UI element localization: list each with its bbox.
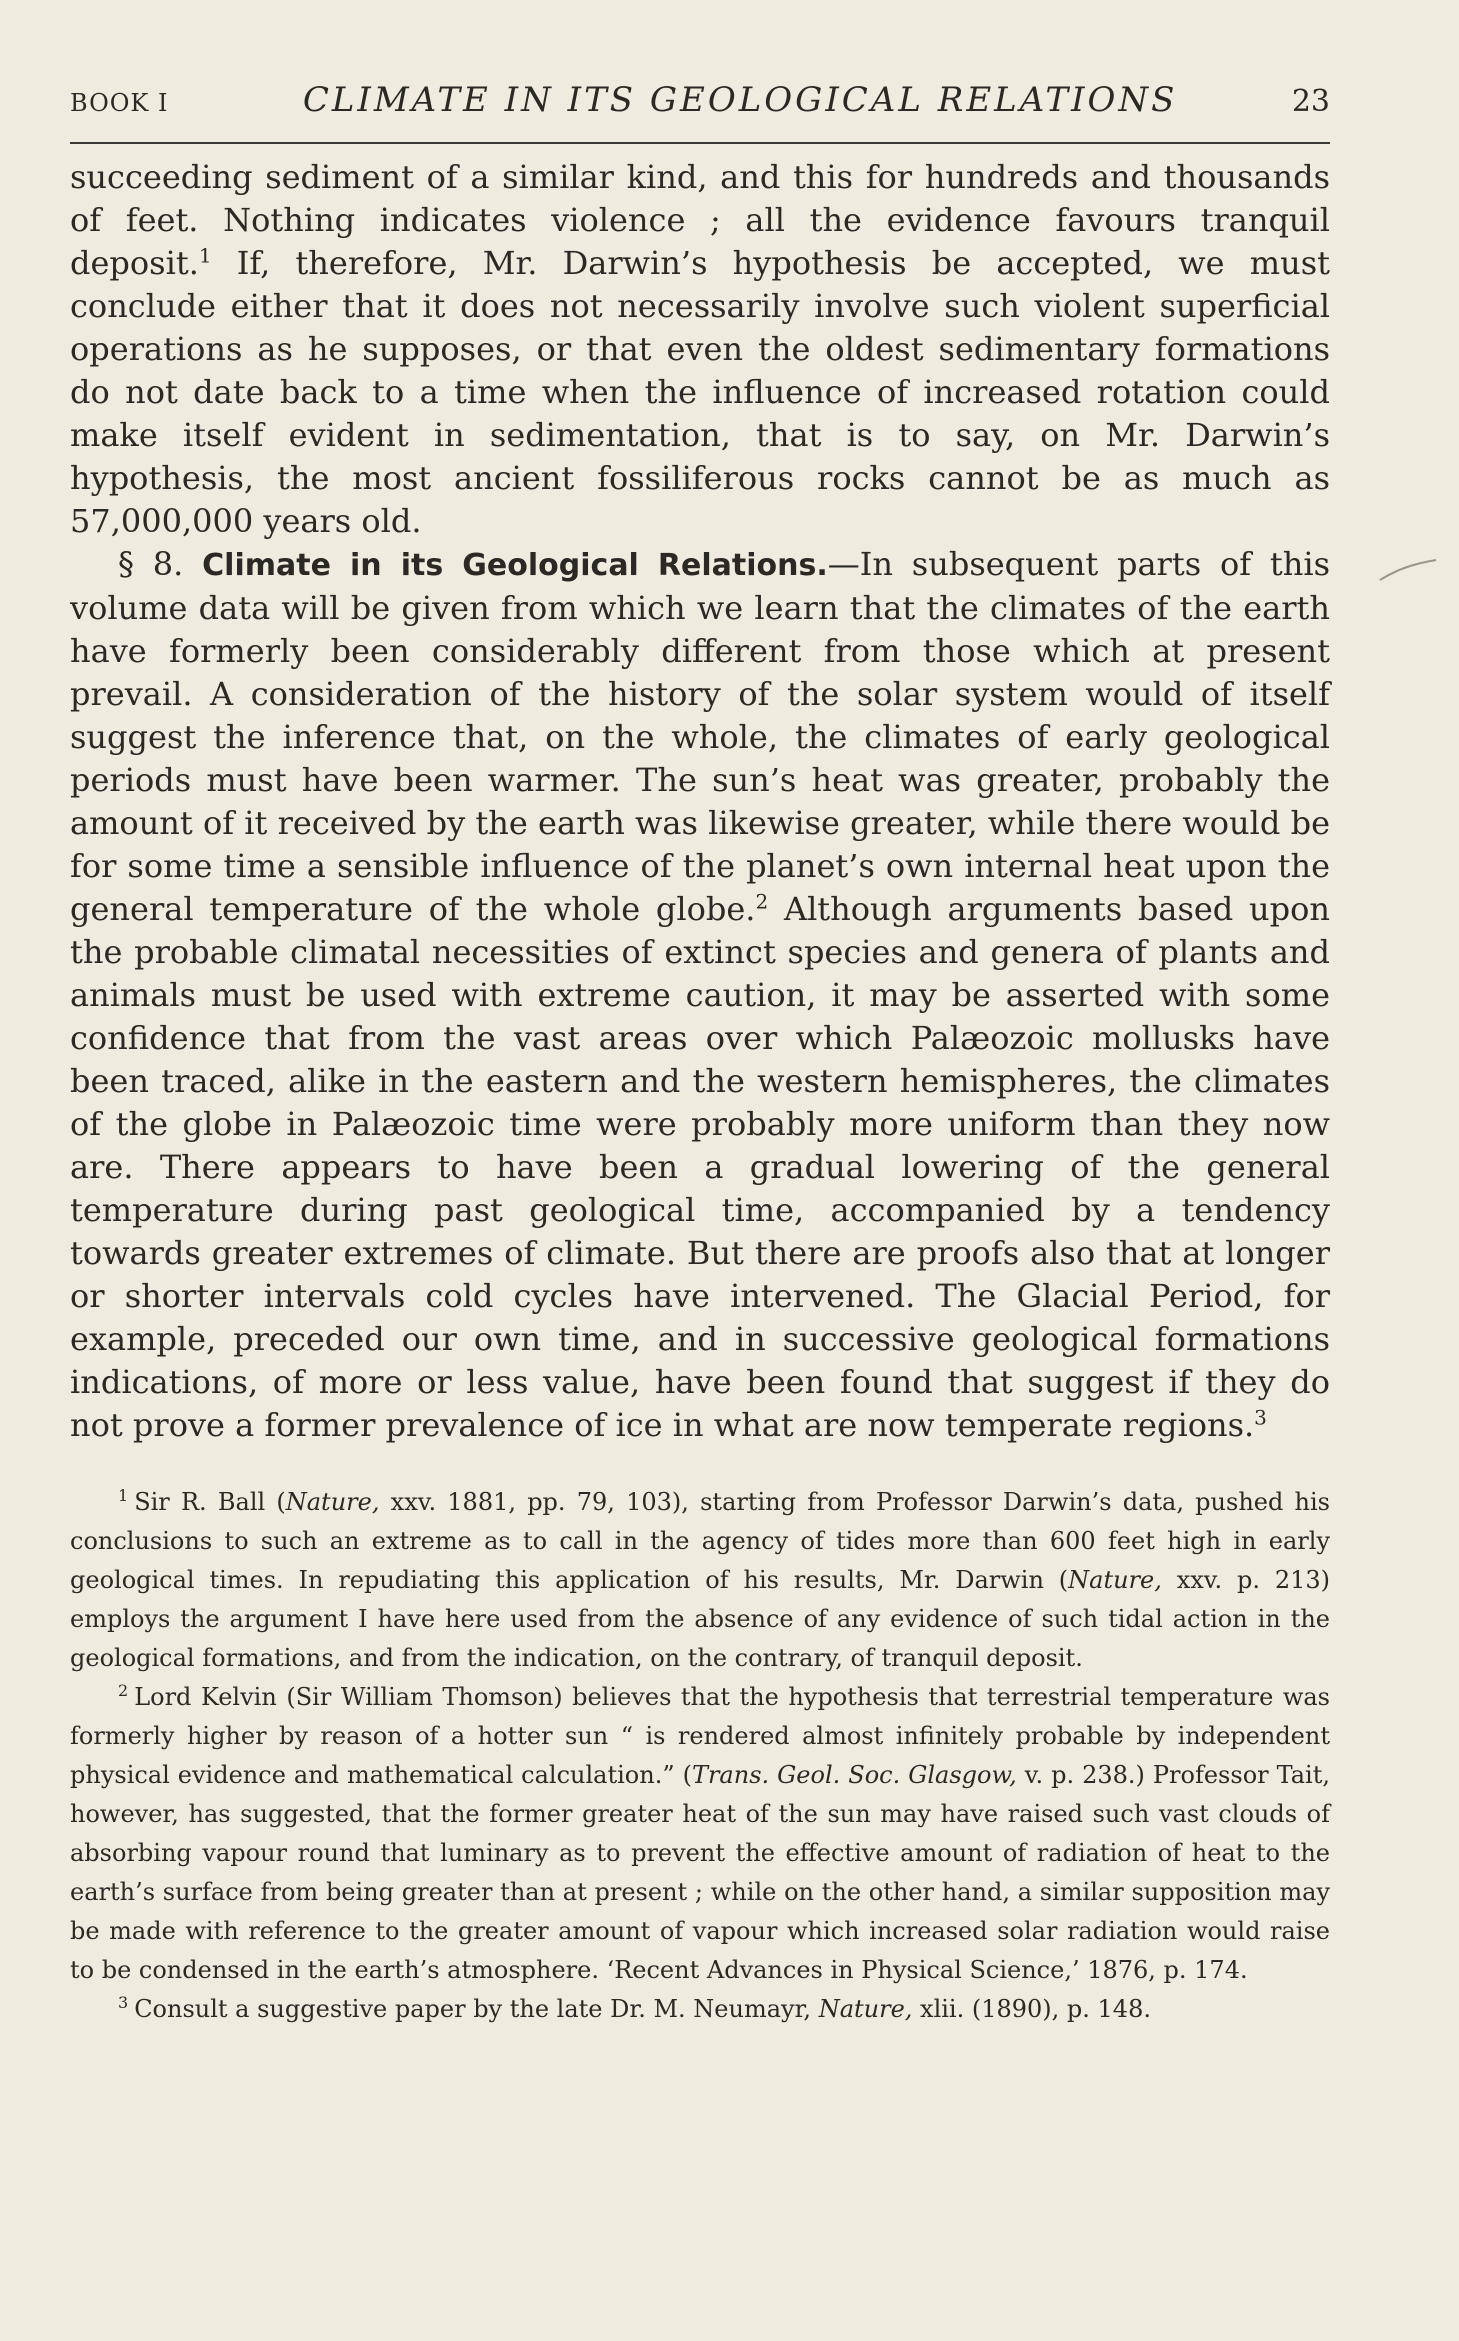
pencil-mark-icon	[1378, 558, 1438, 582]
paragraph-1: succeeding sediment of a similar kind, and this for hundreds and thousands of feet. Nothing indicates violence ; all the evidence favours tranquil deposit.$^1$ If, therefore, Mr. Darwin’s hypothesis be accepted, we must conclude either that it does not necessarily involve such violent superficial operations as he supposes, or that even the oldest sedimentary formations do not date back to a time when the influence of increased rotation could make itself evident in sedimentation, that is to say, on Mr. Darwin’s hypothesis, the most ancient fossiliferous rocks cannot be as much as 57,000,000 years old.	[70, 158, 1330, 540]
footnote-3: $^3$ Consult a suggestive paper by the late Dr. M. Neumayr, Nature, xlii. (1890), p. 148.	[118, 1993, 1151, 2023]
book-label: BOOK I	[70, 89, 169, 117]
footnote-1: $^1$ Sir R. Ball (Nature, xxv. 1881, pp. 79, 103), starting from Professor Darwin’s data, pushed his conclusions to such an extreme as to call in the agency of tides more than 600 feet high in early geological times. In repudiating this application of his results, Mr. Darwin (Nature, xxv. p. 213) employs the argument I have here used from the absence of any evidence of such tidal action in the geological formations, and from the indication, on the contrary, of tranquil deposit.	[70, 1486, 1330, 1672]
section-heading: Climate in its Geological Relations.	[202, 548, 828, 583]
footnote-ref-1: 1	[198, 243, 212, 268]
footnotes	[70, 1483, 1330, 2029]
footnote-ref-3: 3	[1254, 1405, 1267, 1430]
body-text	[70, 156, 1330, 1447]
running-title: CLIMATE IN ITS GEOLOGICAL RELATIONS	[302, 80, 1178, 120]
page-number: 23	[1291, 84, 1330, 119]
section-number: § 8.	[118, 545, 184, 583]
book-page	[70, 80, 1330, 2029]
running-header	[70, 80, 1330, 144]
footnote-ref-2: 2	[755, 889, 769, 914]
footnote-2: $^2$ Lord Kelvin (Sir William Thomson) believes that the hypothesis that terrestrial temperature was formerly higher by reason of a hotter sun “ is rendered almost infinitely probable by independent physical evidence and mathematical calculation.” (Trans. Geol. Soc. Glasgow, v. p. 238.) Professor Tait, however, has suggested, that the former greater heat of the sun may have raised such vast clouds of absorbing vapour round that luminary as to prevent the effective amount of radiation of heat to the earth’s surface from being greater than at present ; while on the other hand, a similar supposition may be made with reference to the greater amount of vapour which increased solar radiation would raise to be condensed in the earth’s atmosphere. ‘Recent Advances in Physical Science,’ 1876, p. 174.	[70, 1681, 1330, 1984]
paragraph-2: § 8. Climate in its Geological Relations.—In subsequent parts of this volume data will be given from which we learn that the climates of the earth have formerly been considerably different from those which at present prevail. A consideration of the history of the solar system would of itself suggest the inference that, on the whole, the climates of early geological periods must have been warmer. The sun’s heat was greater, probably the amount of it received by the earth was likewise greater, while there would be for some time a sensible influence of the planet’s own internal heat upon the general temperature of the whole globe.$^2$ Although arguments based upon the probable climatal necessities of extinct species and genera of plants and animals must be used with extreme caution, it may be asserted with some confidence that from the vast areas over which Palæozoic mollusks have been traced, alike in the eastern and the western hemispheres, the climates of the globe in Palæozoic time were probably more uniform than they now are. There appears to have been a gradual lowering of the general temperature during past geological time, accompanied by a tendency towards greater extremes of climate. But there are proofs also that at longer or shorter intervals cold cycles have intervened. The Glacial Period, for example, preceded our own time, and in successive geological formations indications, of more or less value, have been found that suggest if they do not prove a former prevalence of ice in what are now temperate regions.$^3$	[70, 545, 1331, 1444]
